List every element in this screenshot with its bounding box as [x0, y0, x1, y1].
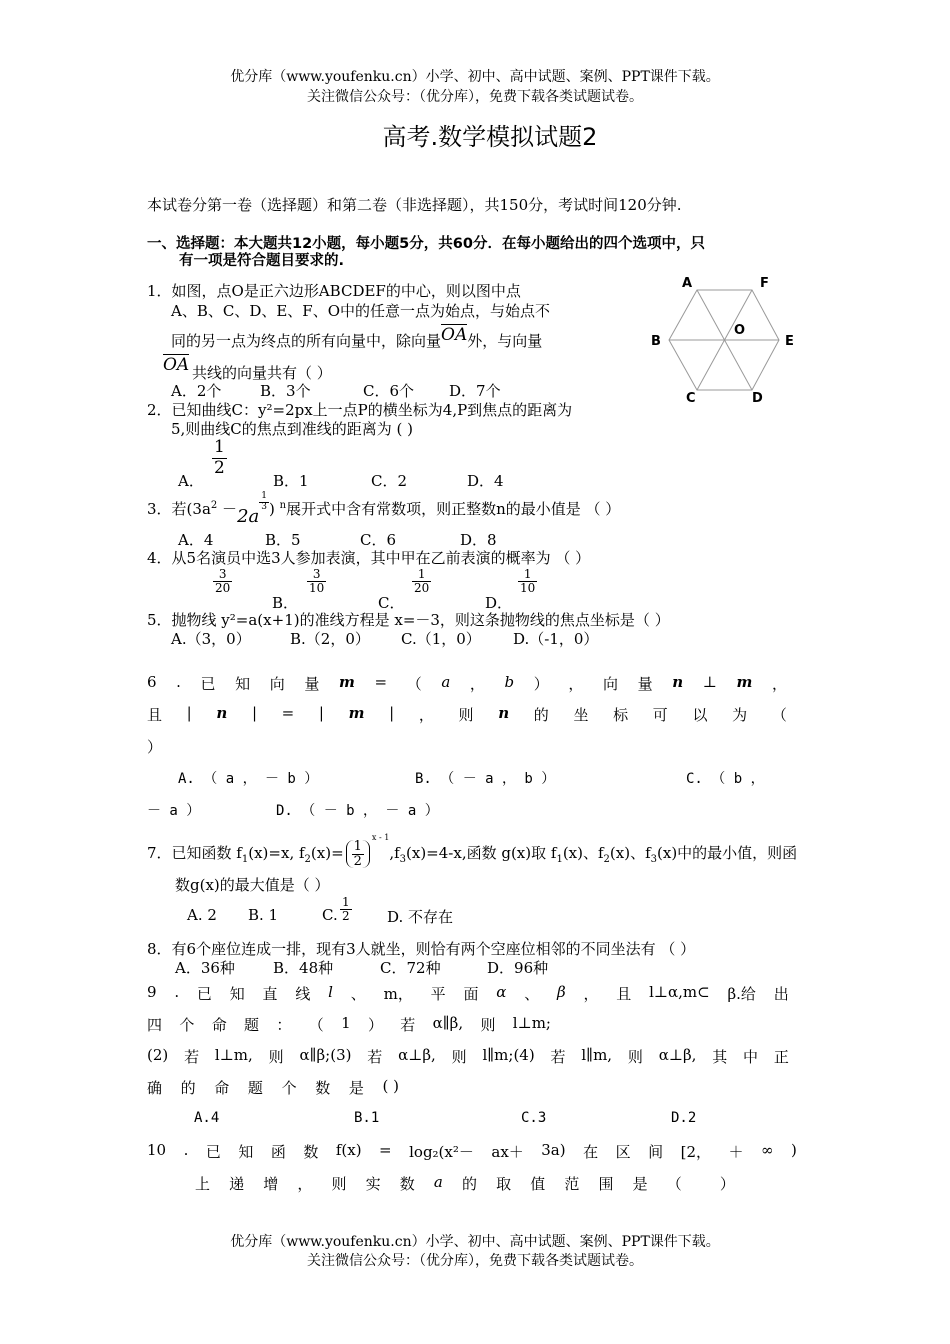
token: 出	[773, 985, 789, 1003]
token: 已	[200, 675, 216, 693]
token: 向	[269, 675, 285, 693]
q7-part-g: (x)、f	[609, 844, 651, 863]
vector-oa: OA	[441, 325, 468, 345]
token: l	[328, 983, 333, 1001]
token: 区	[615, 1143, 631, 1161]
q7-sub-1: 1	[241, 854, 249, 866]
q4-option-d	[518, 568, 537, 594]
q4-option-b-label: B．	[272, 594, 299, 612]
token: 量	[304, 675, 320, 693]
token: 个	[179, 1016, 195, 1034]
q3-option-b: B．5	[265, 531, 301, 549]
q1-line-2: A、B、C、D、E、F、O中的任意一点为始点，与始点不	[171, 302, 551, 320]
token: α⊥β,	[398, 1046, 436, 1064]
token: 四	[147, 1016, 163, 1034]
token: 已	[205, 1143, 221, 1161]
token: ，	[418, 706, 434, 724]
q3-option-d: D．8	[460, 531, 497, 549]
token: =	[374, 673, 388, 691]
token: （	[406, 675, 422, 693]
token: 10	[147, 1141, 167, 1159]
q9-option-c: C.3	[521, 1110, 547, 1126]
token: α∥β;(3)	[299, 1046, 352, 1064]
q6-option-c-cont: － a ）	[147, 803, 201, 819]
q7-option-c-fraction: $\frac{1}{2}$	[342, 895, 350, 923]
q4-option-d-fraction: $\frac{1}{10}$	[520, 567, 536, 595]
q7-line-1	[147, 833, 798, 869]
token: 面	[463, 985, 479, 1003]
token: ，	[771, 675, 787, 693]
token: 向	[603, 675, 619, 693]
q10-row-2	[195, 1173, 735, 1194]
token: n	[672, 673, 684, 691]
q3-option-c: C．6	[360, 531, 397, 549]
token: .	[183, 1141, 189, 1159]
q7-part-b: (x)=x, f	[248, 844, 305, 863]
token: 若	[367, 1048, 383, 1066]
q7-exponent: x - 1	[371, 833, 390, 843]
token: ，	[568, 675, 584, 693]
token: 取	[496, 1175, 512, 1193]
q4-option-c	[412, 568, 431, 594]
token: ( )	[382, 1077, 399, 1095]
token: 、	[524, 985, 540, 1003]
q3-sup-n: n	[279, 500, 287, 511]
token: 且	[616, 985, 632, 1003]
q3-part-e: 展开式中含有常数项，则正整数n的最小值是 （ ）	[286, 500, 621, 518]
token: 个	[281, 1079, 297, 1097]
token: n	[498, 704, 510, 722]
q1-line-3	[171, 325, 543, 351]
token: α⊥β,	[658, 1046, 697, 1064]
q7-paren-fraction: $\frac{1}{2}$	[346, 840, 370, 868]
token: |	[318, 704, 324, 722]
token: 知	[238, 1143, 254, 1161]
q3-exponent-fraction: $\frac{1}{3}$	[261, 491, 267, 512]
q2-option-b: B．1	[273, 472, 309, 490]
q5-option-c: C.（1，0）	[401, 630, 481, 648]
q8-line-1: 8．有6个座位连成一排，现有3人就坐，则恰有两个空座位相邻的不同坐法有 （ ）	[147, 940, 696, 958]
q1-line-4: 共线的向量共有（ ）	[192, 364, 332, 382]
token: =	[281, 704, 295, 722]
q7-option-d: D. 不存在	[387, 908, 454, 926]
q1-option-b: B．3个	[260, 382, 311, 400]
q4-option-c-label: C．	[378, 594, 405, 612]
q8-option-d: D．96种	[487, 959, 549, 977]
q7-sub-3b: 3	[650, 854, 658, 866]
q2-option-a: A．	[178, 472, 204, 490]
page-title: 高考.数学模拟试题2	[382, 123, 598, 151]
q1-option-a: A．2个	[171, 382, 222, 400]
token: 若	[550, 1048, 566, 1066]
token: 则	[458, 706, 474, 724]
token: 实	[365, 1175, 381, 1193]
token: .	[174, 983, 180, 1001]
label-o: O	[734, 323, 746, 338]
q4-option-b	[307, 568, 326, 594]
token: 3a)	[541, 1141, 566, 1159]
q7-sub-2: 2	[304, 854, 311, 866]
q7-part-f: (x)、f	[562, 844, 604, 863]
token: 1	[341, 1014, 351, 1032]
section-heading-line-2: 有一项是符合题目要求的.	[179, 253, 345, 269]
q5-option-d: D.（-1，0）	[513, 630, 599, 648]
token: 函	[270, 1143, 286, 1161]
token: 坐	[573, 706, 589, 724]
token: 可	[652, 706, 668, 724]
token: b	[504, 673, 515, 691]
token: （	[666, 1175, 682, 1193]
token: 则	[451, 1048, 467, 1066]
token: 在	[583, 1143, 599, 1161]
token: 的	[461, 1175, 477, 1193]
token: 则	[268, 1048, 284, 1066]
token: 间	[648, 1143, 664, 1161]
token: m	[339, 673, 355, 691]
fraction-denominator: 2	[214, 457, 225, 478]
token: ）	[367, 1016, 383, 1034]
token: ，	[297, 1175, 313, 1193]
q2-option-a-fraction	[212, 438, 227, 478]
token: 围	[598, 1175, 614, 1193]
token: 则	[480, 1016, 496, 1034]
token: 知	[229, 985, 245, 1003]
q7-sub-1b: 1	[556, 854, 563, 866]
q10-row-1	[147, 1141, 797, 1162]
q1-line-3b: 外，与向量	[467, 332, 543, 350]
token: α	[496, 983, 507, 1001]
footer-line-2: 关注微信公众号：（优分库），免费下载各类试题试卷。	[307, 1253, 643, 1269]
token: |	[251, 704, 258, 722]
label-e: E	[785, 334, 794, 349]
q4-option-c-fraction: $\frac{1}{20}$	[414, 567, 430, 595]
q9-row-4	[147, 1077, 399, 1098]
q7-part-a: 7．已知函数 f	[147, 844, 242, 863]
q6-row-3: ）	[147, 738, 163, 756]
token: l∥m;(4)	[482, 1046, 535, 1064]
token: 、	[350, 985, 366, 1003]
q4-option-a-fraction: $\frac{3}{20}$	[215, 567, 231, 595]
token: 直	[262, 985, 278, 1003]
token: 量	[637, 675, 653, 693]
token: |	[186, 704, 192, 722]
token: )	[790, 1141, 797, 1159]
vector-oa-2: OA	[163, 355, 190, 375]
token: 线	[295, 985, 311, 1003]
token: α∥β,	[432, 1014, 464, 1032]
q2-line-2: 5,则曲线C的焦点到准线的距离为 ( )	[171, 420, 414, 438]
q6-row-1	[147, 673, 787, 694]
token: 题	[247, 1079, 263, 1097]
q3-minus: －	[222, 500, 238, 518]
q9-option-d: D.2	[671, 1110, 697, 1126]
q5-option-a: A.（3，0）	[171, 630, 251, 648]
token: =	[379, 1141, 392, 1159]
q6-option-d: D. （ － b ， － a ）	[276, 803, 439, 819]
token: 其	[712, 1048, 728, 1066]
token: [2，	[680, 1143, 711, 1161]
label-d: D	[752, 391, 763, 406]
token: 平	[430, 985, 446, 1003]
token: 的	[533, 706, 549, 724]
label-f: F	[760, 276, 769, 291]
token: m	[348, 704, 365, 722]
q7-option-b: B. 1	[248, 906, 279, 924]
token: 数	[315, 1079, 331, 1097]
q9-option-a: A.4	[194, 1110, 220, 1126]
q9-row-3	[147, 1046, 789, 1067]
q9-row-2	[147, 1014, 551, 1035]
q2-option-c: C．2	[371, 472, 408, 490]
token: ∞	[760, 1141, 774, 1159]
token: 且	[147, 706, 163, 724]
q4-line-1: 4．从5名演员中选3人参加表演，其中甲在乙前表演的概率为 （ ）	[147, 549, 591, 567]
token: 上	[195, 1175, 211, 1193]
q1-line-3a: 同的另一点为终点的所有向量中，除向量	[171, 332, 442, 350]
token: a	[441, 673, 451, 691]
token: 增	[263, 1175, 279, 1193]
token: 确	[147, 1079, 163, 1097]
q7-part-c: (x)=	[310, 844, 344, 863]
q7-option-c: C.	[322, 906, 338, 924]
token: 已	[196, 985, 212, 1003]
q1-line-1: 1．如图，点O是正六边形ABCDEF的中心，则以图中点	[147, 282, 521, 300]
token: 则	[331, 1175, 347, 1193]
token: ⊥	[702, 673, 717, 691]
token: （	[308, 1016, 324, 1034]
q6-option-c: C. （ b ，	[686, 771, 765, 787]
q7-option-a: A. 2	[187, 906, 217, 924]
token: (2)	[147, 1046, 169, 1064]
q3-paren: )	[268, 500, 275, 518]
token: ，	[583, 985, 599, 1003]
label-b: B	[651, 334, 661, 349]
section-heading-line-1: 一、选择题：本大题共12小题，每小题5分，共60分．在每小题给出的四个选项中，只	[147, 236, 705, 252]
token: ）	[533, 675, 549, 693]
token: 若	[400, 1016, 416, 1034]
token: 题	[244, 1016, 260, 1034]
token: ＋	[728, 1143, 744, 1161]
token: β	[557, 983, 566, 1001]
token: |	[389, 704, 395, 722]
q2-option-d: D．4	[467, 472, 504, 490]
token: ，	[469, 675, 485, 693]
token: ax＋	[491, 1143, 524, 1161]
q4-option-d-label: D．	[485, 594, 513, 612]
token: 数	[303, 1143, 319, 1161]
footer-line-1: 优分库（www.youfenku.cn）小学、初中、高中试题、案例、PPT课件下载。	[230, 1234, 720, 1250]
token: 则	[627, 1048, 643, 1066]
q2-line-1: 2．已知曲线C：y²=2px上一点P的横坐标为4,P到焦点的距离为	[147, 401, 573, 419]
q9-option-b: B.1	[354, 1110, 380, 1126]
token: 递	[229, 1175, 245, 1193]
q1-option-d: D．7个	[449, 382, 501, 400]
token: 9	[147, 983, 157, 1001]
q6-option-b: B. （ － a ， b ）	[415, 771, 556, 787]
q5-line-1: 5．抛物线 y²=a(x+1)的准线方程是 x=－3，则这条抛物线的焦点坐标是（ ）	[147, 611, 670, 629]
token: 知	[235, 675, 251, 693]
token: .	[176, 673, 181, 691]
token: 是	[348, 1079, 364, 1097]
token: 数	[399, 1175, 415, 1193]
q7-part-h: (x)中的最小值，则函	[657, 844, 798, 863]
token: l⊥m;	[512, 1014, 551, 1032]
token: （	[771, 706, 787, 724]
token: 正	[773, 1048, 789, 1066]
token: f(x)	[335, 1141, 362, 1159]
token: a	[433, 1173, 443, 1191]
q5-option-b: B.（2，0）	[290, 630, 370, 648]
token: m	[736, 673, 753, 691]
token: β.给	[727, 985, 756, 1003]
token: 是	[632, 1175, 648, 1193]
token: log₂(x²－	[409, 1143, 474, 1161]
q4-option-a	[213, 568, 232, 594]
q8-option-b: B．48种	[273, 959, 334, 977]
header-line-1: 优分库（www.youfenku.cn）小学、初中、高中试题、案例、PPT课件下载。	[230, 69, 720, 85]
q7-line-2: 数g(x)的最大值是（ ）	[175, 876, 330, 894]
token: m，	[383, 985, 413, 1003]
label-a: A	[682, 276, 693, 291]
token: l⊥m,	[214, 1046, 253, 1064]
q7-sub-3: 3	[399, 854, 407, 866]
q7-sub-2b: 2	[603, 854, 610, 866]
hexagon-figure	[640, 268, 810, 408]
intro-text: 本试卷分第一卷（选择题）和第二卷（非选择题），共150分，考试时间120分钟.	[147, 196, 682, 214]
q7-part-d: ,f	[389, 844, 400, 863]
token: 命	[211, 1016, 227, 1034]
q9-row-1	[147, 983, 789, 1004]
q3-2a: 2a	[237, 506, 260, 527]
q3-sup-2: 2	[210, 500, 218, 511]
token: 的	[180, 1079, 196, 1097]
token: 若	[184, 1048, 200, 1066]
token: l∥m,	[581, 1046, 613, 1064]
q3-option-a: A．4	[178, 531, 214, 549]
q4-option-b-fraction: $\frac{3}{10}$	[309, 567, 325, 595]
token: 命	[214, 1079, 230, 1097]
label-c: C	[686, 391, 696, 406]
q1-option-c: C．6个	[363, 382, 415, 400]
token: 6	[147, 673, 157, 691]
token: 值	[530, 1175, 546, 1193]
token: 标	[613, 706, 629, 724]
token: 以	[692, 706, 708, 724]
q3-part-a: 3．若(3a	[147, 500, 211, 518]
token: ：	[276, 1016, 292, 1034]
q8-option-a: A．36种	[175, 959, 235, 977]
header-line-2: 关注微信公众号：（优分库），免费下载各类试题试卷。	[307, 89, 643, 105]
token: ）	[719, 1175, 735, 1193]
token: l⊥α,m⊂	[649, 983, 710, 1001]
q6-row-2	[147, 704, 787, 725]
q6-option-a: A. （ a ， － b ）	[178, 771, 319, 787]
token: 中	[743, 1048, 759, 1066]
token: n	[216, 704, 228, 722]
q8-option-c: C．72种	[380, 959, 441, 977]
q3-line-1	[147, 491, 621, 527]
token: 范	[564, 1175, 580, 1193]
token: 为	[732, 706, 748, 724]
q7-part-e: (x)=4-x,函数 g(x)取 f	[406, 844, 557, 863]
fraction-numerator: 1	[214, 437, 225, 457]
